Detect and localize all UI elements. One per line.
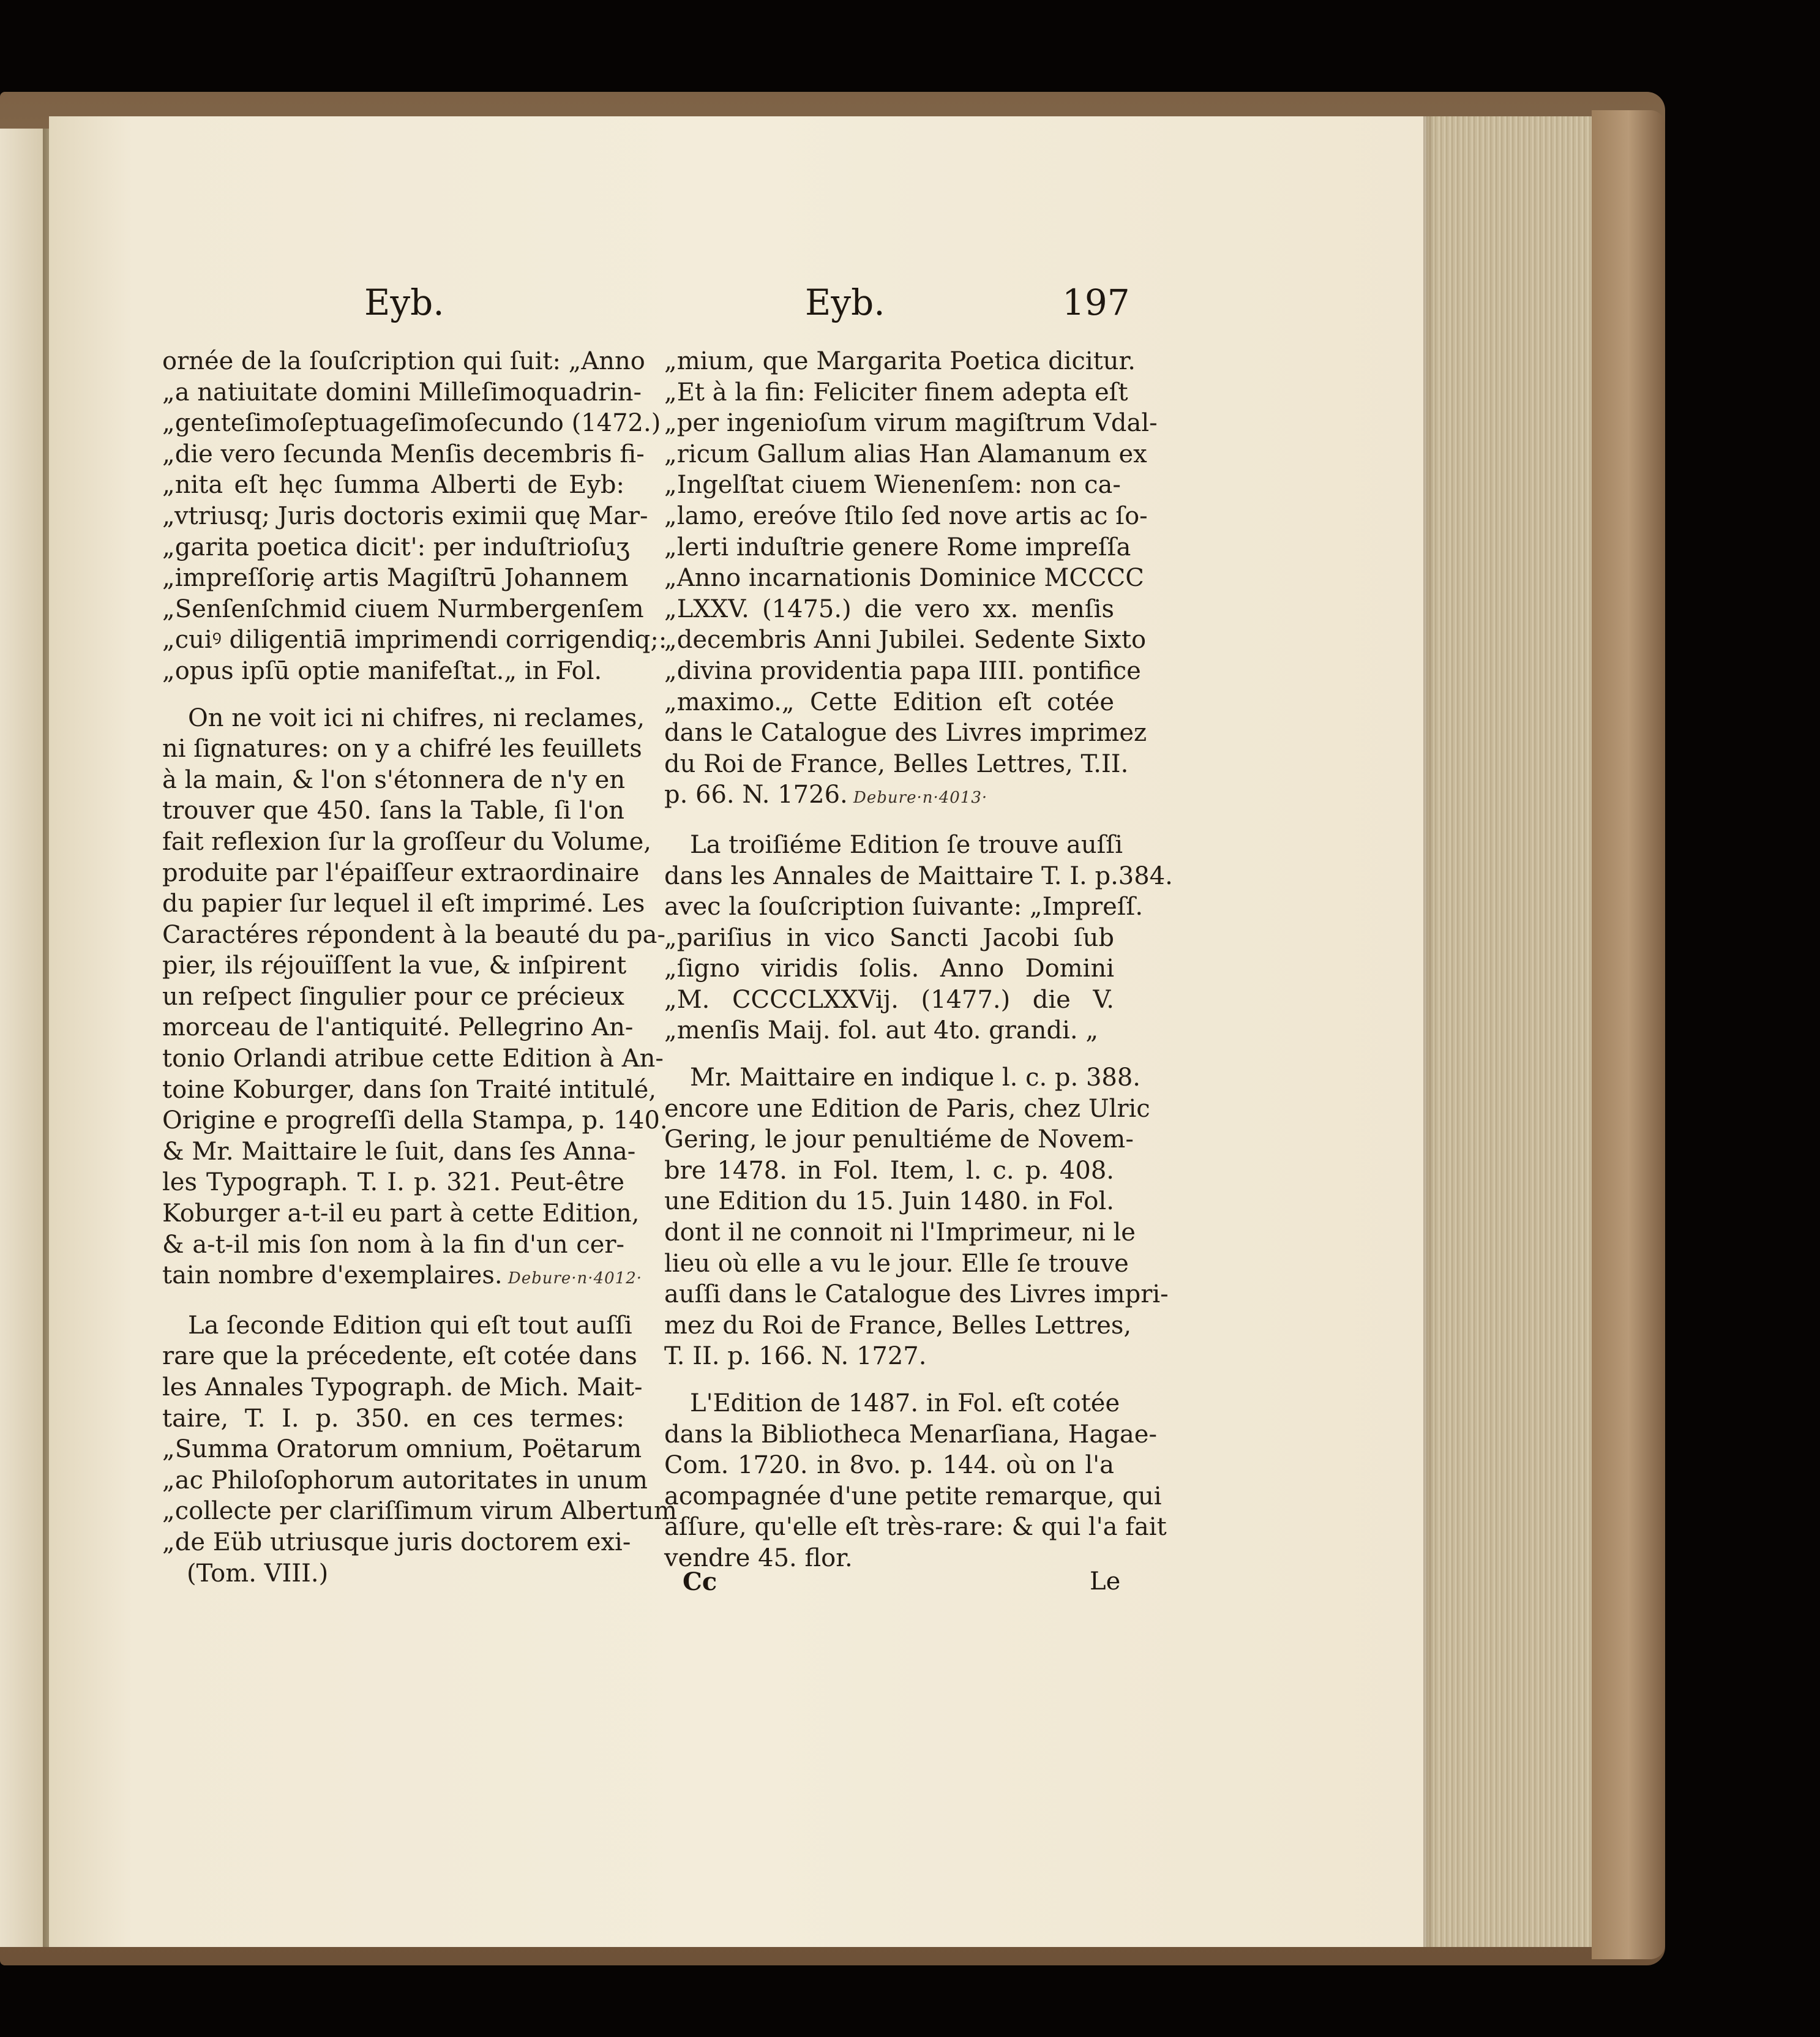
text-line: une Edition du 15. Juin 1480. in Fol. xyxy=(664,1187,1114,1216)
text-line: produite par l'épaiſſeur extraordinaire xyxy=(162,858,640,887)
text-line: Koburger a-t-il eu part à cette Edition, xyxy=(162,1199,640,1228)
volume-signature: (Tom. VIII.) xyxy=(187,1559,329,1588)
text-line: toine Koburger, dans ſon Traité intitulé, xyxy=(162,1075,657,1104)
text-line: „impreſſoriȩ artis Magiſtrū Johannem xyxy=(162,564,629,593)
text-line: On ne voit ici ni chifres, ni reclames, xyxy=(188,703,645,732)
text-line: taire, T. I. p. 350. en ces termes: xyxy=(162,1404,624,1433)
text-line: „LXXV. (1475.) die vero xx. menſis xyxy=(664,595,1114,623)
text-line: lieu où elle a vu le jour. Elle ſe trouve xyxy=(664,1249,1129,1278)
text-line: du Roi de France, Belles Lettres, T.II. xyxy=(664,749,1129,778)
page-number: 197 xyxy=(1062,282,1130,323)
catchword: Le xyxy=(1090,1567,1121,1596)
page-block xyxy=(1426,116,1592,1947)
text-line: les Typograph. T. I. p. 321. Peut-être xyxy=(162,1168,624,1197)
paragraph xyxy=(664,346,1158,814)
text-line: aſſure, qu'elle eſt très-rare: & qui l'a fait xyxy=(664,1513,1167,1542)
text-line: „per ingenioſum virum magiſtrum Vdal- xyxy=(664,409,1158,438)
text-line: Mr. Maittaire en indique l. c. p. 388. xyxy=(690,1064,1141,1092)
text-line: Com. 1720. in 8vo. p. 144. où on l'a xyxy=(664,1451,1114,1480)
handwritten-annotation: Debure·n·4012· xyxy=(502,1269,643,1288)
text-line: ni ſignatures: on y a chifré les feuillets xyxy=(162,735,642,763)
text-line: Caractéres répondent à la beauté du pa- xyxy=(162,920,665,949)
text-line: La ſeconde Edition qui eſt tout auſſi xyxy=(188,1311,632,1340)
text-line: fait reflexion ſur la groſſeur du Volume, xyxy=(162,827,651,856)
handwritten-annotation: Debure·n·4013· xyxy=(847,789,988,808)
right-column xyxy=(664,346,1173,1590)
text-line: „ricum Gallum alias Han Alamanum ex xyxy=(664,440,1147,468)
left-running-head: Eyb. xyxy=(364,282,444,323)
text-line: „ac Philoſophorum autoritates in unum xyxy=(162,1466,648,1495)
text-line: avec la ſouſcription ſuivante: „Impreſſ. xyxy=(664,893,1144,921)
text-line: acompagnée d'une petite remarque, qui xyxy=(664,1482,1162,1510)
binding-edge xyxy=(1592,110,1665,1959)
text-line: „Summa Oratorum omnium, Poëtarum xyxy=(162,1435,642,1464)
text-line: „decembris Anni Jubilei. Sedente Sixto xyxy=(664,626,1147,655)
text-line: „genteſimoſeptuageſimoſecundo (1472.) xyxy=(162,409,661,438)
paragraph xyxy=(162,1310,677,1558)
text-line: „de Eüb utriusque juris doctorem exi- xyxy=(162,1528,631,1556)
paragraph xyxy=(664,830,1173,1046)
text-line: La troiſiéme Edition ſe trouve auſſi xyxy=(690,830,1123,859)
text-line: „maximo.„ Cette Edition eſt cotée xyxy=(664,688,1114,716)
text-line: L'Edition de 1487. in Fol. eſt cotée xyxy=(690,1389,1120,1417)
signature-mark: Cc xyxy=(683,1567,717,1596)
text-line: „vtriusq; Juris doctoris eximii quę Mar- xyxy=(162,501,648,530)
text-line: „Anno incarnationis Dominice MCCCC xyxy=(664,564,1144,593)
text-line: auſſi dans le Catalogue des Livres impri- xyxy=(664,1280,1169,1309)
text-line: T. II. p. 166. N. 1727. xyxy=(664,1342,927,1371)
text-line: „Senſenſchmid ciuem Nurmbergenſem xyxy=(162,595,644,623)
text-line: trouver que 450. ſans la Table, ſi l'on xyxy=(162,797,624,825)
paragraph xyxy=(664,1062,1169,1372)
text-line: „lamo, ereóve ſtilo ſed nove artis ac ſo- xyxy=(664,501,1148,530)
text-line: & a-t-il mis ſon nom à la fin d'un cer- xyxy=(162,1230,624,1259)
text-line: „Ingelſtat ciuem Wienenſem: non ca- xyxy=(664,471,1121,500)
text-line: „M. CCCCLXXVij. (1477.) die V. xyxy=(664,985,1114,1014)
text-line: encore une Edition de Paris, chez Ulric xyxy=(664,1094,1150,1123)
text-line: „Et à la fin: Feliciter finem adepta eſt xyxy=(664,378,1128,407)
text-line: dans les Annales de Maittaire T. I. p.384. xyxy=(664,861,1173,890)
text-line: dont il ne connoit ni l'Imprimeur, ni le xyxy=(664,1218,1136,1247)
text-line: „menſis Maij. fol. aut 4to. grandi. „ xyxy=(664,1016,1099,1045)
text-line: dans le Catalogue des Livres imprimez xyxy=(664,719,1147,748)
paragraph xyxy=(162,703,668,1294)
text-line: bre 1478. in Fol. Item, l. c. p. 408. xyxy=(664,1156,1114,1185)
text-line: „mium, que Margarita Poetica dicitur. xyxy=(664,347,1136,375)
text-line: tain nombre d'exemplaires. Debure·n·4012· xyxy=(162,1261,643,1290)
text-line: Gering, le jour penultiéme de Novem- xyxy=(664,1125,1134,1154)
left-column xyxy=(162,346,677,1589)
text-line: morceau de l'antiquité. Pellegrino An- xyxy=(162,1013,634,1042)
text-line: „a natiuitate domini Milleſimoquadrin- xyxy=(162,378,642,407)
text-line: p. 66. N. 1726. Debure·n·4013· xyxy=(664,781,988,809)
text-line: „die vero ſecunda Menſis decembris fi- xyxy=(162,440,645,468)
text-line: du papier ſur lequel il eſt imprimé. Les xyxy=(162,890,645,918)
text-line: Origine e progreſſi della Stampa, p. 140. xyxy=(162,1106,668,1135)
text-line: les Annales Typograph. de Mich. Mait- xyxy=(162,1373,643,1401)
page-block-shadow xyxy=(1423,116,1436,1947)
text-line: un reſpect ſingulier pour ce précieux xyxy=(162,982,624,1011)
text-line: „garita poetica dicit': per induſtrioſuʒ xyxy=(162,533,630,561)
text-line: „divina providentia papa IIII. pontifice xyxy=(664,656,1141,685)
text-line: „nita eſt hęc ſumma Alberti de Eyb: xyxy=(162,471,624,500)
text-line: „collecte per clariſſimum virum Albertum xyxy=(162,1497,677,1526)
text-line: & Mr. Maittaire le ſuit, dans ſes Anna- xyxy=(162,1137,636,1166)
text-line: „opus ipſū optie manifeſtat.„ in Fol. xyxy=(162,656,602,685)
text-line: „pariſius in vico Sancti Jacobi ſub xyxy=(664,923,1114,952)
text-line: „cuiꝰ diligentiā imprimendi corrigendiq;: xyxy=(162,626,667,655)
text-line: tonio Orlandi atribue cette Edition à An- xyxy=(162,1045,664,1073)
text-line: „ſigno viridis ſolis. Anno Domini xyxy=(664,955,1114,983)
text-line: dans la Bibliotheca Menarſiana, Hagae- xyxy=(664,1420,1157,1449)
text-line: à la main, & l'on s'étonnera de n'y en xyxy=(162,765,626,794)
text-line: „lerti induſtrie genere Rome impreſſa xyxy=(664,533,1131,561)
paragraph xyxy=(664,1388,1167,1574)
paragraph xyxy=(162,346,667,687)
right-running-head: Eyb. xyxy=(805,282,885,323)
text-line: vendre 45. flor. xyxy=(664,1544,853,1572)
text-line: mez du Roi de France, Belles Lettres, xyxy=(664,1311,1132,1340)
text-line: rare que la précedente, eſt cotée dans xyxy=(162,1342,637,1371)
text-line: pier, ils réjouïſſent la vue, & inſpirent xyxy=(162,951,627,980)
text-line: ornée de la ſouſcription qui ſuit: „Anno xyxy=(162,347,645,375)
